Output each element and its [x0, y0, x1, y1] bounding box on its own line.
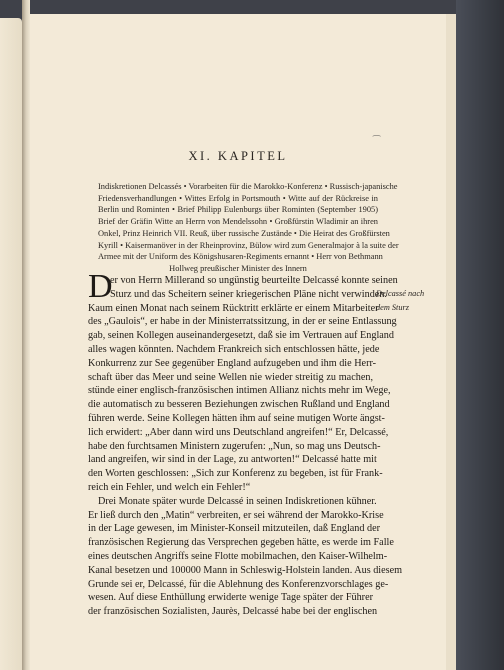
body-line: den Worten geschlossen: „Sich zur Konferenz zu begeben, ist für Frank-: [88, 468, 383, 480]
chapter-title: XI. KAPITEL: [188, 149, 288, 163]
body-line: land angreifen, wir sind in der Lage, zu antworten!“ Delcassé hatte mit: [88, 454, 377, 466]
facing-page-edge: [0, 18, 22, 670]
page-stack-edge: [446, 14, 456, 670]
body-line: Grunde sei er, Delcassé, für die Ablehnung des Konferenzvorschlages ge-: [88, 578, 389, 590]
summary-line: Indiskretionen Delcassés • Vorarbeiten für die Marokko-Konferenz • Russisch-japanische: [98, 182, 398, 191]
body-line: stünde einer englisch-französischen intimen Allianz nichts mehr im Wege,: [88, 385, 391, 397]
body-line: die automatisch zu besseren Beziehungen zwischen Rußland und England: [88, 399, 390, 411]
chapter-summary: [98, 181, 399, 275]
book-gutter: [22, 0, 30, 670]
body-line: Drei Monate später wurde Delcassé in seinen Indiskretionen kühner.: [98, 495, 377, 507]
body-line: Konkurrenz zur See gegenüber England aufzugeben und ihm die Herr-: [88, 357, 377, 369]
body-line: der französischen Sozialisten, Jaurès, Delcassé habe bei der englischen: [88, 606, 378, 618]
body-line: in der Lage gewesen, im Minister-Konseil mitzuteilen, daß England der: [88, 523, 381, 535]
book-cover: [456, 0, 504, 670]
body-line: eines deutschen Angriffs seine Flotte mobilmachen, den Kaiser-Wilhelm-: [88, 550, 388, 562]
summary-line: Armee mit der Uniform des Königshusaren-Regiments ernannt • Herr von Bethmann: [98, 252, 383, 262]
margin-note: [376, 287, 446, 315]
body-line: habe den furchtsamen Ministern zugerufen: „Nun, so mag uns Deutsch-: [88, 440, 381, 452]
summary-line: Hollweg preußischer Minister des Innern: [169, 263, 307, 273]
body-line: wesen. Auf diese Enthüllung erwiderte wenige Tage später der Führer: [88, 592, 373, 604]
margin-note-line: Delcassé nach: [376, 289, 425, 298]
summary-line: Kyrill • Kaisermanöver in der Rheinprovinz, Bülow wird zum Generalmajor à la suite der: [98, 240, 399, 250]
body-line: Kaum einen Monat nach seinem Rücktritt erklärte er einem Mitarbeiter: [88, 302, 379, 314]
body-line: Kanal besetzen und 100000 Mann in Schleswig-Holstein landen. Aus diesem: [88, 564, 403, 576]
summary-line: Berlin und Rominten • Brief Philipp Eulenburgs über Rominten (September 1905): [98, 205, 378, 215]
body-line: reich ein Fehler, und welch ein Fehler!“: [88, 481, 251, 493]
body-line: er von Herrn Millerand so ungünstig beurteilte Delcassé konnte seinen: [110, 275, 398, 286]
body-line: alles wagen könnten. Nachdem Frankreich sich entschlossen hätte, jede: [88, 343, 380, 355]
margin-note-line: dem Sturz: [376, 302, 409, 312]
drop-cap: D: [88, 268, 113, 305]
body-line: Er ließ durch den „Matin“ verbreiten, er sei während der Marokko-Krise: [88, 509, 384, 521]
body-line: gab, seinen Kollegen auseinandergesetzt, daß sie im Vertrauen auf England: [88, 330, 394, 342]
body-line: französischen Regierung das Versprechen gegeben hätte, es werde im Falle: [88, 537, 394, 549]
summary-line: Friedensverhandlungen • Wittes Erfolg in Portsmouth • Witte auf der Rückreise in: [98, 193, 378, 203]
body-line: führen werde. Seine Kollegen hätten ihm auf seine mutigen Worte ängst-: [88, 412, 385, 424]
summary-line: Onkel, Prinz Heinrich VII. Reuß, über russische Zustände • Die Heirat des Großfürsten: [98, 228, 390, 238]
body-line: lich erwidert: „Aber dann wird uns Deutschland angreifen!“ Er, Delcassé,: [88, 426, 389, 438]
summary-line: Brief der Gräfin Witte an Herrn von Mendelssohn • Großfürstin Wladimir an ihren: [98, 217, 378, 227]
body-line: des „Gaulois“, er habe in der Ministerratssitzung, in der er seine Entlassung: [88, 316, 397, 328]
body-line: schaft über das Meer und seine Wellen nie wieder streitig zu machen,: [88, 371, 373, 383]
body-line: Sturz und das Scheitern seiner kriegerischen Pläne nicht verwinden.: [110, 288, 387, 300]
pencil-mark: ⁔: [373, 126, 381, 136]
